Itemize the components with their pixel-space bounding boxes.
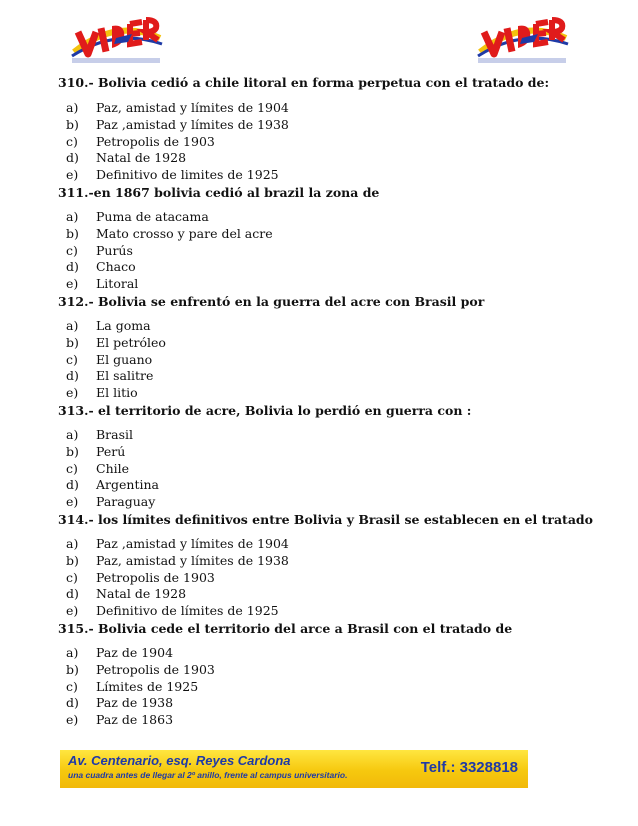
option-letter: c)	[66, 133, 78, 149]
question-text: 311.-en 1867 bolivia cedió al brazil la zona de	[58, 184, 380, 200]
option-e	[66, 385, 568, 402]
footer-phone: Telf.: 3328818	[420, 759, 518, 776]
option-text: Brasil	[96, 426, 134, 442]
option-letter: e)	[66, 603, 79, 619]
option-b	[66, 226, 568, 243]
option-text: Chaco	[96, 259, 136, 275]
question-314	[58, 511, 594, 620]
option-e	[66, 276, 568, 293]
question-315	[58, 620, 568, 729]
option-a	[66, 645, 568, 662]
option-b	[66, 335, 568, 352]
footer-banner	[60, 750, 528, 788]
option-letter: d)	[66, 150, 79, 166]
option-text: El petróleo	[96, 334, 166, 350]
option-letter: b)	[66, 552, 79, 568]
option-c	[66, 134, 568, 151]
option-b	[66, 117, 568, 134]
option-letter: b)	[66, 116, 79, 132]
option-letter: e)	[66, 494, 79, 510]
option-e	[66, 167, 568, 184]
option-a	[66, 536, 568, 553]
option-list	[58, 536, 568, 620]
option-letter: a)	[66, 208, 79, 224]
option-text: El litio	[96, 385, 138, 401]
option-letter: b)	[66, 443, 79, 459]
option-text: Paz, amistad y límites de 1938	[96, 552, 289, 568]
option-letter: d)	[66, 586, 79, 602]
vider-logo-right	[472, 8, 572, 70]
vider-logo-graphic	[472, 8, 572, 70]
option-letter: c)	[66, 569, 78, 585]
option-text: Litoral	[96, 276, 139, 292]
question-text: 315.- Bolivia cede el territorio del arce a Brasil con el tratado de	[58, 620, 513, 636]
option-c	[66, 352, 568, 369]
option-a	[66, 427, 568, 444]
option-text: Paz, amistad y límites de 1904	[96, 100, 289, 115]
option-c	[66, 243, 568, 260]
option-letter: e)	[66, 167, 79, 183]
option-text: Definitivo de limites de 1925	[96, 167, 279, 183]
option-b	[66, 662, 568, 679]
option-letter: e)	[66, 276, 79, 292]
question-text: 313.- el territorio de acre, Bolivia lo perdió en guerra con :	[58, 402, 472, 418]
option-a	[66, 209, 568, 226]
option-text: Paraguay	[96, 494, 156, 510]
option-e	[66, 603, 568, 620]
option-letter: a)	[66, 100, 79, 115]
option-text: Paz de 1904	[96, 644, 174, 660]
option-list	[58, 318, 568, 402]
option-b	[66, 444, 568, 461]
question-text: 310.- Bolivia cedió a chile litoral en forma perpetua con el tratado de:	[58, 75, 550, 90]
option-letter: c)	[66, 678, 78, 694]
option-d	[66, 695, 568, 712]
footer-address: Av. Centenario, esq. Reyes Cardona	[68, 753, 291, 768]
option-d	[66, 368, 568, 385]
option-letter: d)	[66, 477, 79, 493]
option-letter: c)	[66, 460, 78, 476]
option-text: El salitre	[96, 368, 154, 384]
option-list	[58, 100, 568, 184]
option-text: Mato crosso y pare del acre	[96, 225, 273, 241]
option-text: Paz de 1863	[96, 712, 174, 728]
option-letter: a)	[66, 535, 79, 551]
option-text: Paz de 1938	[96, 695, 174, 711]
option-list	[58, 209, 568, 293]
question-311	[58, 184, 568, 293]
option-text: Petropolis de 1903	[96, 661, 215, 677]
option-text: El guano	[96, 351, 153, 367]
option-letter: d)	[66, 695, 79, 711]
option-d	[66, 259, 568, 276]
option-letter: a)	[66, 317, 79, 333]
option-letter: b)	[66, 225, 79, 241]
question-312	[58, 293, 568, 402]
option-text: Petropolis de 1903	[96, 569, 215, 585]
option-text: Natal de 1928	[96, 586, 187, 602]
option-d	[66, 586, 568, 603]
option-text: Paz ,amistad y límites de 1938	[96, 116, 289, 132]
option-e	[66, 712, 568, 729]
option-letter: b)	[66, 334, 79, 350]
option-letter: a)	[66, 426, 79, 442]
option-letter: c)	[66, 351, 78, 367]
option-letter: d)	[66, 259, 79, 275]
option-letter: a)	[66, 644, 79, 660]
option-b	[66, 553, 568, 570]
option-letter: c)	[66, 242, 78, 258]
option-text: Definitivo de límites de 1925	[96, 603, 279, 619]
option-letter: e)	[66, 385, 79, 401]
question-text: 312.- Bolivia se enfrentó en la guerra del acre con Brasil por	[58, 293, 485, 309]
option-d	[66, 477, 568, 494]
question-list	[58, 74, 594, 729]
option-letter: b)	[66, 661, 79, 677]
option-text: La goma	[96, 317, 151, 333]
option-text: Límites de 1925	[96, 678, 199, 694]
option-text: Natal de 1928	[96, 150, 187, 166]
option-a	[66, 318, 568, 335]
option-letter: d)	[66, 368, 79, 384]
option-e	[66, 494, 568, 511]
option-letter: e)	[66, 712, 79, 728]
option-list	[58, 645, 568, 729]
option-list	[58, 427, 568, 511]
question-text: 314.- los límites definitivos entre Bolivia y Brasil se establecen en el tratado	[58, 511, 594, 527]
option-c	[66, 461, 568, 478]
footer-address-detail: una cuadra antes de llegar al 2º anillo, frente al campus universitario.	[68, 770, 348, 780]
question-310	[58, 74, 568, 184]
option-c	[66, 679, 568, 696]
option-text: Petropolis de 1903	[96, 133, 215, 149]
option-c	[66, 570, 568, 587]
question-313	[58, 402, 568, 511]
option-text: Chile	[96, 460, 130, 476]
option-text: Purús	[96, 242, 133, 258]
option-text: Argentina	[96, 477, 159, 493]
vider-logo-graphic	[66, 8, 166, 70]
option-d	[66, 150, 568, 167]
option-text: Puma de atacama	[96, 208, 209, 224]
vider-logo-left	[66, 8, 166, 70]
option-text: Paz ,amistad y límites de 1904	[96, 535, 289, 551]
option-a	[66, 100, 568, 117]
option-text: Perú	[96, 443, 126, 459]
